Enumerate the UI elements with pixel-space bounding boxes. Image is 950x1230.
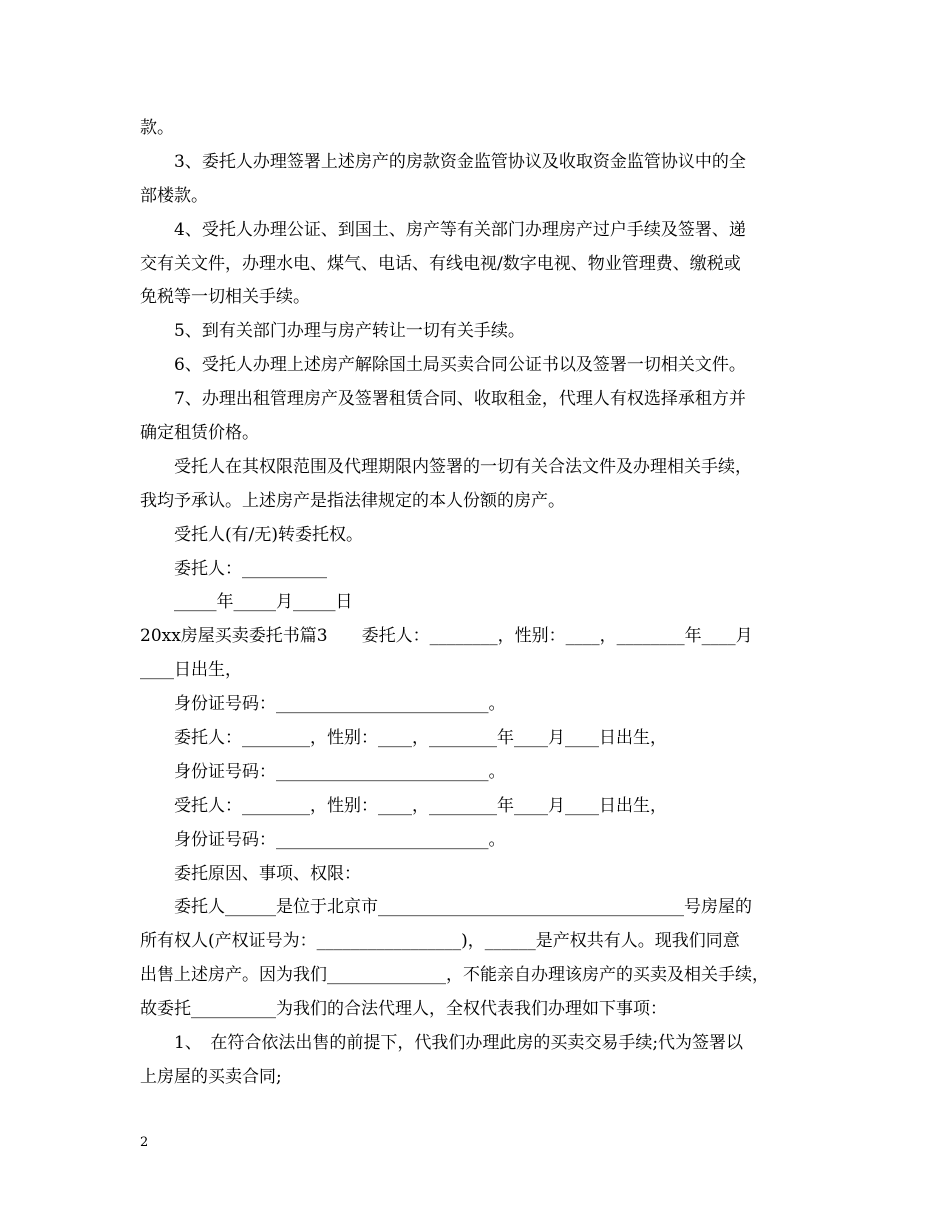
text-line: 1、 在符合依法出售的前提下，代我们办理此房的买卖交易手续;代为签署以 — [174, 1033, 744, 1054]
text-line: 6、受托人办理上述房产解除国土局买卖合同公证书以及签署一切相关文件。 — [174, 355, 746, 376]
text-line: 交有关文件，办理水电、煤气、电话、有线电视/数字电视、物业管理费、缴税或 — [140, 253, 741, 274]
text-line: 故委托__________为我们的合法代理人，全权代表我们办理如下事项： — [140, 999, 667, 1020]
text-line: 所有权人(产权证号为：_________________)，______是产权共有人。现我们同意 — [140, 931, 740, 952]
text-line: ____日出生， — [140, 660, 242, 681]
text-line: 我均予承认。上述房产是指法律规定的本人份额的房产。 — [140, 490, 565, 511]
text-line: 身份证号码：_________________________。 — [174, 829, 506, 850]
text-line: 5、到有关部门办理与房产转让一切有关手续。 — [174, 321, 525, 342]
text-line: _____年_____月_____日 — [174, 592, 353, 613]
text-line: 委托人：________，性别：____，________年____月____日出生， — [174, 728, 667, 749]
text-line: 身份证号码：_________________________。 — [174, 694, 506, 715]
text-line: 身份证号码：_________________________。 — [174, 761, 506, 782]
text-line: 委托人______是位于北京市____________________________________号房屋的 — [174, 897, 752, 918]
text-line: 7、办理出租管理房产及签署租赁合同、收取租金，代理人有权选择承租方并 — [174, 389, 746, 410]
text-line: 免税等一切相关手续。 — [140, 287, 310, 308]
text-line: 受托人在其权限范围及代理期限内签署的一切有关合法文件及办理相关手续， — [174, 456, 752, 477]
text-line: 部楼款。 — [140, 185, 208, 206]
text-line: 委托人：__________ — [174, 558, 327, 579]
text-line: 4、受托人办理公证、到国土、房产等有关部门办理房产过户手续及签署、递 — [174, 219, 746, 240]
text-line: 确定租赁价格。 — [140, 423, 259, 444]
text-line: 20xx房屋买卖委托书篇3 委托人：________，性别：____，________年____月 — [140, 626, 753, 647]
page-number: 2 — [140, 1135, 149, 1150]
text-line: 3、委托人办理签署上述房产的房款资金监管协议及收取资金监管协议中的全 — [174, 151, 746, 172]
document-body — [140, 112, 820, 1095]
text-line: 出售上述房产。因为我们______________，不能亲自办理该房产的买卖及相关手续， — [140, 965, 769, 986]
text-line: 委托原因、事项、权限： — [174, 863, 361, 884]
text-line: 受托人(有/无)转委托权。 — [174, 524, 363, 545]
text-line: 上房屋的买卖合同; — [140, 1066, 282, 1087]
text-line: 款。 — [140, 118, 174, 138]
text-line: 受托人：________，性别：____，________年____月____日出生， — [174, 795, 667, 816]
